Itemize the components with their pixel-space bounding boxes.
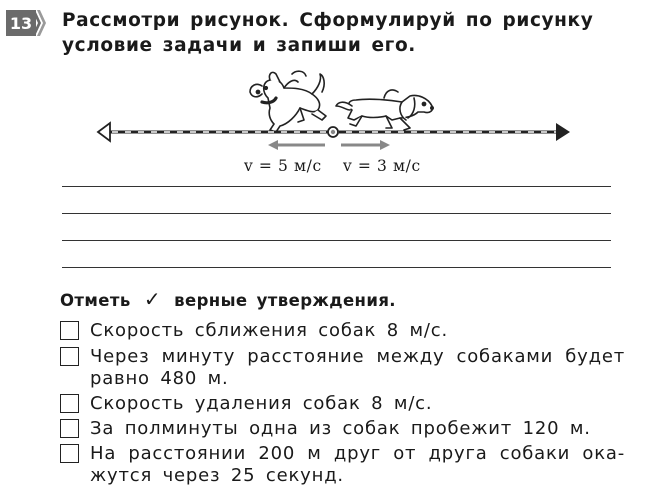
answer-line-2[interactable] [62, 213, 611, 214]
option-4-text: За полминуты одна из собак пробежит 120 м. [90, 418, 591, 439]
instruction-after: верные утверждения. [174, 291, 396, 310]
option-1-text: Скорость сближения собак 8 м/с. [90, 320, 448, 341]
answer-line-1[interactable] [62, 186, 611, 187]
option-4-checkbox[interactable] [60, 419, 79, 438]
option-1-checkbox[interactable] [60, 321, 79, 340]
right-dog-icon [336, 90, 433, 130]
option-3-checkbox[interactable] [60, 394, 79, 413]
right-direction-arrow [341, 140, 390, 150]
number-line [98, 123, 570, 141]
speed-left-label: v = 5 м/с [244, 157, 322, 175]
left-direction-arrow [268, 140, 325, 150]
task-number: 13 [9, 14, 33, 33]
option-3-text: Скорость удаления собак 8 м/с. [90, 393, 433, 414]
speed-right-label: v = 3 м/с [343, 157, 421, 175]
task-number-badge [6, 10, 46, 36]
check-icon: ✓ [143, 287, 161, 311]
dogs-figure [0, 58, 650, 188]
instruction-before: Отметь [60, 291, 131, 310]
answer-line-3[interactable] [62, 240, 611, 241]
option-5-checkbox[interactable] [60, 444, 79, 463]
option-2-text: Через минуту расстояние между собаками будет равно 480 м. [90, 346, 625, 389]
option-5-text: На расстоянии 200 м друг от друга собаки ока-жутся через 25 секунд. [90, 443, 625, 486]
instruction [60, 287, 396, 311]
task-title: Рассмотри рисунок. Сформулируй по рисунку условие задачи и запиши его. [62, 10, 594, 56]
left-dog-icon [250, 71, 326, 132]
option-2-checkbox[interactable] [60, 347, 79, 366]
answer-line-4[interactable] [62, 267, 611, 268]
